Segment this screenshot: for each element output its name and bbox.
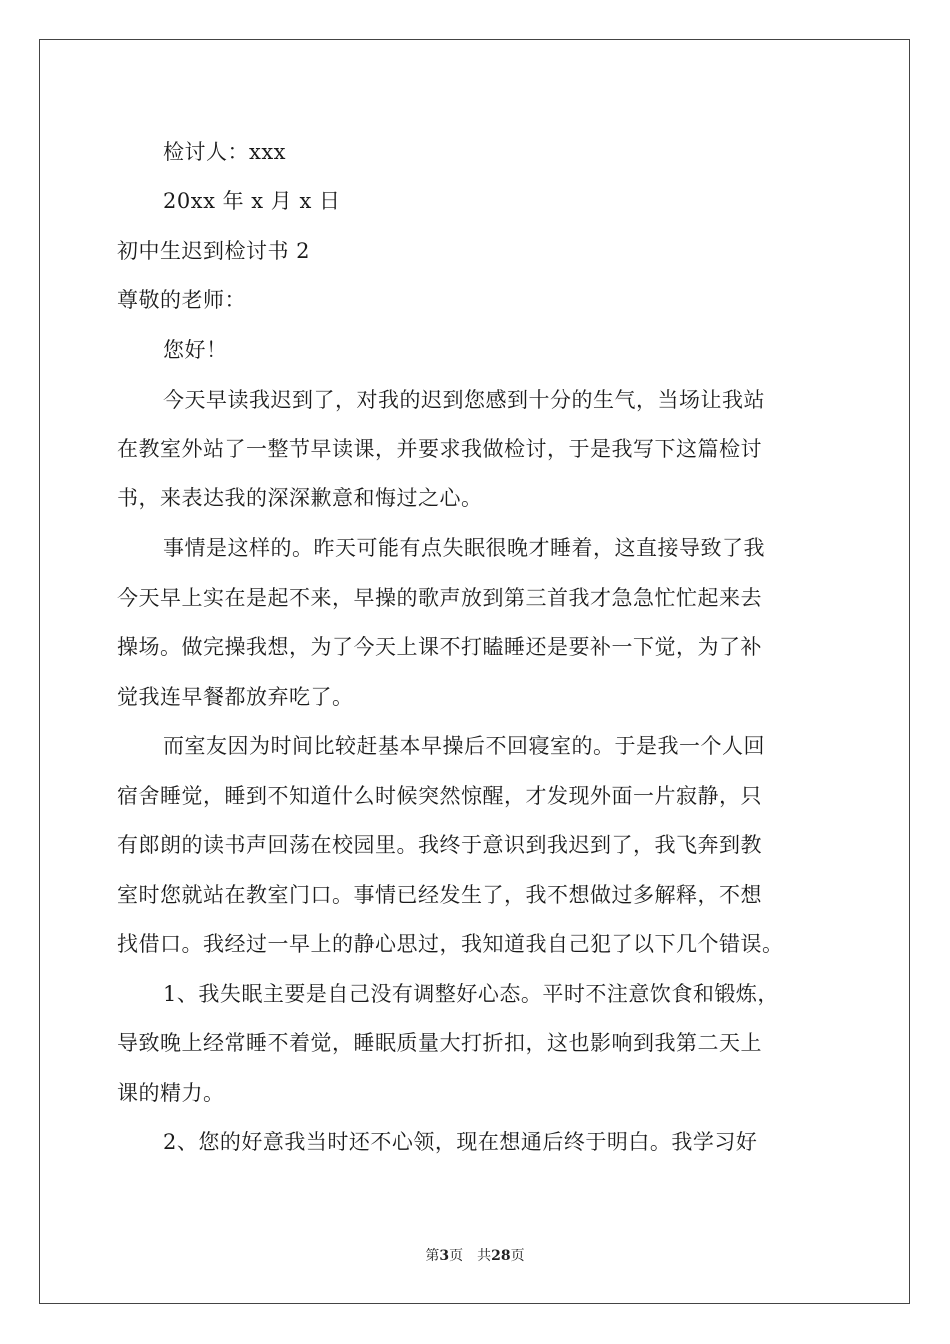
paragraph-line: 宿舍睡觉，睡到不知道什么时候突然惊醒，才发现外面一片寂静，只 <box>117 784 762 808</box>
paragraph-line: 2、您的好意我当时还不心领，现在想通后终于明白。我学习好 <box>163 1130 758 1154</box>
current-page-number: 3 <box>439 1248 450 1264</box>
footer-mid: 页 共 <box>449 1248 492 1264</box>
paragraph-line: 有郎朗的读书声回荡在校园里。我终于意识到我迟到了，我飞奔到教 <box>117 833 762 857</box>
footer-suffix: 页 <box>510 1248 525 1264</box>
greeting: 您好！ <box>163 338 228 362</box>
paragraph-line: 书，来表达我的深深歉意和悔过之心。 <box>117 486 483 510</box>
salutation: 尊敬的老师： <box>117 288 246 312</box>
paragraph-line: 今天早读我迟到了，对我的迟到您感到十分的生气，当场让我站 <box>163 388 765 412</box>
paragraph-line: 而室友因为时间比较赶基本早操后不回寝室的。于是我一个人回 <box>163 734 765 758</box>
page-footer <box>0 1246 950 1266</box>
paragraph-line: 操场。做完操我想，为了今天上课不打瞌睡还是要补一下觉，为了补 <box>117 635 762 659</box>
paragraph-line: 今天早上实在是起不来，早操的歌声放到第三首我才急急忙忙起来去 <box>117 586 762 610</box>
signature-line: 检讨人：xxx <box>163 140 287 164</box>
paragraph-line: 室时您就站在教室门口。事情已经发生了，我不想做过多解释，不想 <box>117 883 762 907</box>
section-title: 初中生迟到检讨书 2 <box>117 239 311 263</box>
total-page-number: 28 <box>491 1248 511 1264</box>
paragraph-line: 事情是这样的。昨天可能有点失眠很晚才睡着，这直接导致了我 <box>163 536 765 560</box>
paragraph-line: 1、我失眠主要是自己没有调整好心态。平时不注意饮食和锻炼， <box>163 982 779 1006</box>
paragraph-line: 找借口。我经过一早上的静心思过，我知道我自己犯了以下几个错误。 <box>117 932 784 956</box>
paragraph-line: 导致晚上经常睡不着觉，睡眠质量大打折扣，这也影响到我第二天上 <box>117 1031 762 1055</box>
page-border <box>39 39 910 1304</box>
paragraph-line: 觉我连早餐都放弃吃了。 <box>117 685 354 709</box>
paragraph-line: 课的精力。 <box>117 1081 225 1105</box>
paragraph-line: 在教室外站了一整节早读课，并要求我做检讨，于是我写下这篇检讨 <box>117 437 762 461</box>
date-line: 20xx 年 x 月 x 日 <box>163 189 341 213</box>
footer-prefix: 第 <box>425 1248 440 1264</box>
